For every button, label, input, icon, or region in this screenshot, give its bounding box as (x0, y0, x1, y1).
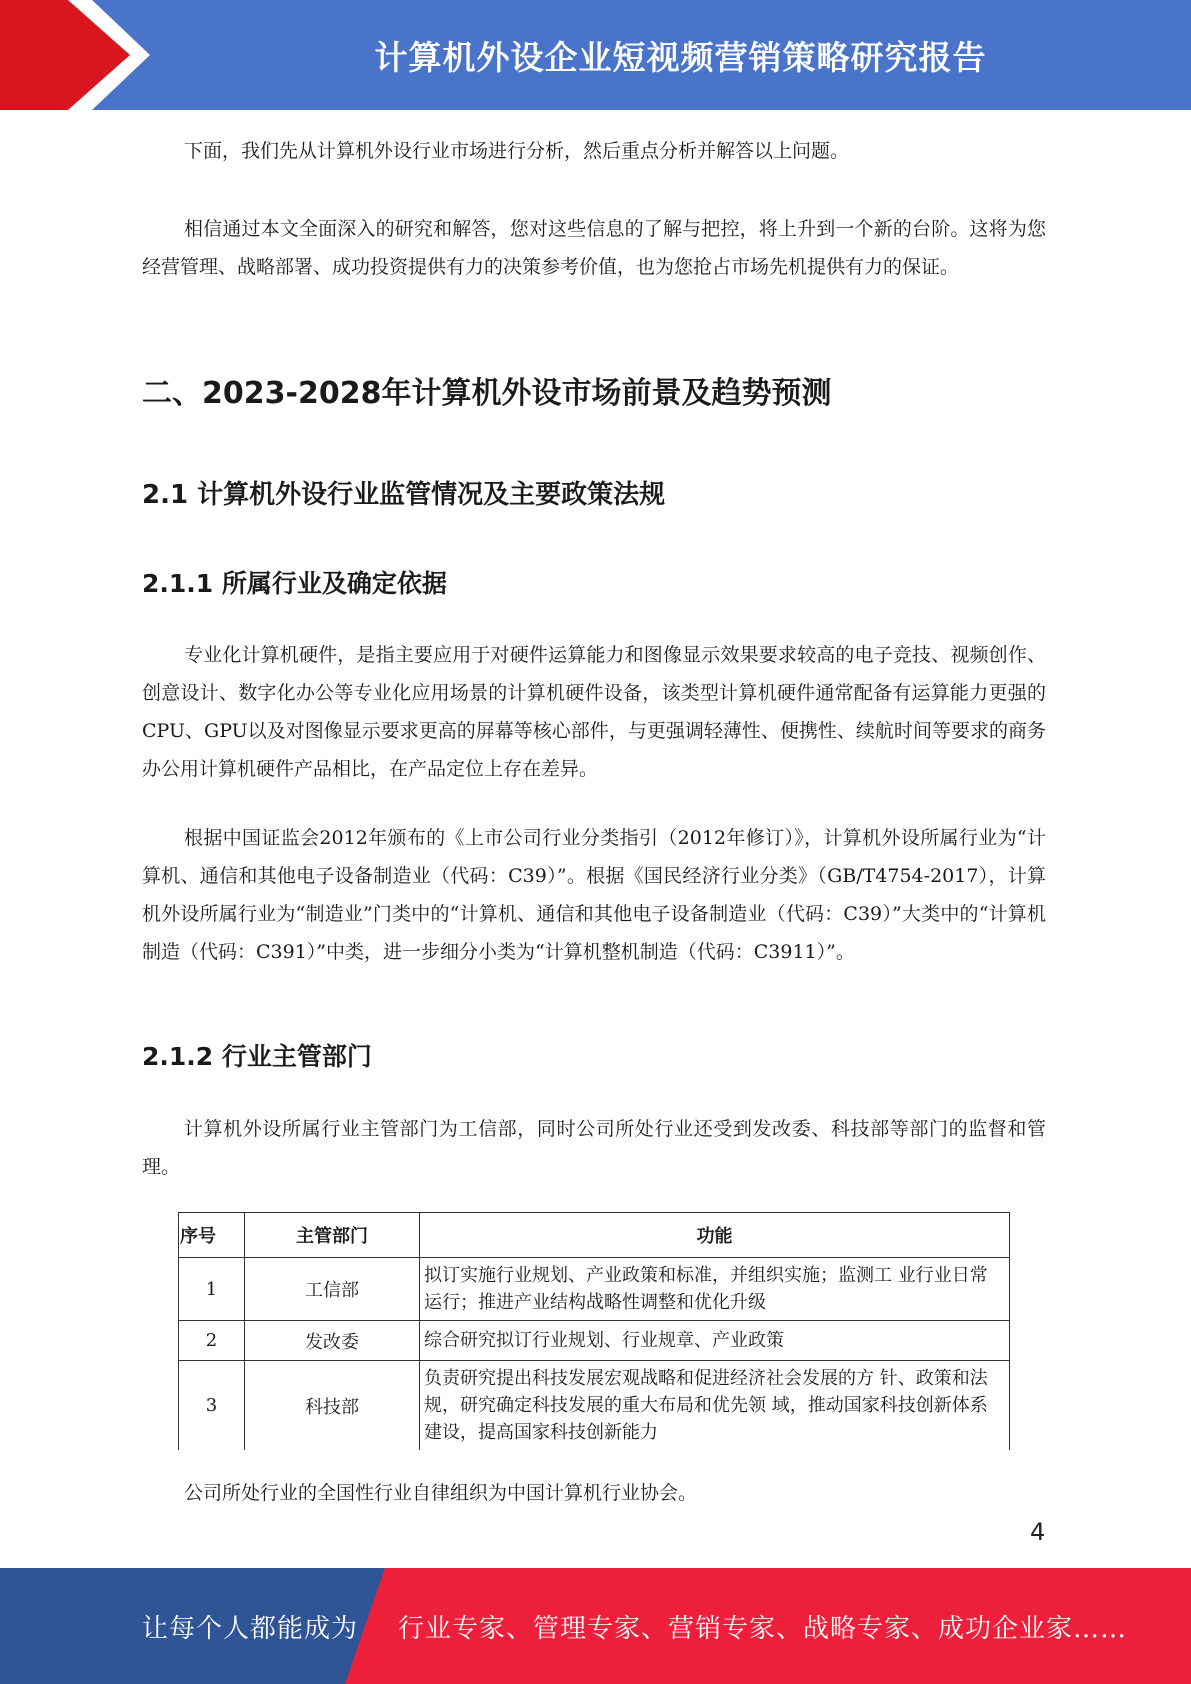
table-header-cell: 序号 (179, 1213, 245, 1258)
paragraph-intro: 下面，我们先从计算机外设行业市场进行分析，然后重点分析并解答以上问题。 (184, 140, 850, 162)
sub-subsection-heading-industry: 2.1.1 所属行业及确定依据 (142, 569, 447, 598)
table-row (179, 1361, 1010, 1451)
table-header-cell: 主管部门 (245, 1213, 420, 1258)
table-row (179, 1321, 1010, 1361)
authority-table (178, 1212, 1010, 1450)
footer-slogan-left: 让每个人都能成为 (142, 1613, 359, 1644)
paragraph-industry-classification: 根据中国证监会2012年颁布的《上市公司行业分类指引（2012年修订）》，计算机外设所属行业为“计算机、通信和其他电子设备制造业（代码：C39）”。根据《国民经济行业分类》（GB/T4754-2017），计算机外设所属行业为“制造业”门类中的“计算机、通信和其他电子设备制造业（代码：C39）”大类中的“计算机制造（代码：C391）”中类，进一步细分小类为“计算机整机制造（代码：C3911）”。 (142, 827, 1046, 963)
header-title: 计算机外设企业短视频营销策略研究报告 (374, 37, 987, 77)
table-cell-index: 1 (179, 1258, 245, 1321)
paragraph-hardware-definition: 专业化计算机硬件，是指主要应用于对硬件运算能力和图像显示效果要求较高的电子竞技、视频创作、创意设计、数字化办公等专业化应用场景的计算机硬件设备，该类型计算机硬件通常配备有运算能力更强的CPU、GPU以及对图像显示要求更高的屏幕等核心部件，与更强调轻薄性、便携性、续航时间等要求的商务办公用计算机硬件产品相比，在产品定位上存在差异。 (142, 644, 1046, 780)
section-heading: 二、2023-2028年计算机外设市场前景及趋势预测 (142, 376, 832, 411)
page-number: 4 (1030, 1518, 1046, 1546)
sub-subsection-heading-authority: 2.1.2 行业主管部门 (142, 1042, 372, 1071)
table-cell-function: 拟订实施行业规划、产业政策和标准，并组织实施；监测工 业行业日常运行；推进产业结构战略性调整和优化升级 (420, 1258, 1010, 1321)
paragraph-authority: 计算机外设所属行业主管部门为工信部，同时公司所处行业还受到发改委、科技部等部门的监督和管理。 (142, 1118, 1046, 1178)
page-footer (0, 1568, 1191, 1684)
table-header-row (179, 1213, 1010, 1258)
subsection-heading: 2.1 计算机外设行业监管情况及主要政策法规 (142, 480, 666, 510)
table-cell-function: 综合研究拟订行业规划、行业规章、产业政策 (420, 1321, 1010, 1361)
paragraph-value: 相信通过本文全面深入的研究和解答，您对这些信息的了解与把控，将上升到一个新的台阶。这将为您经营管理、战略部署、成功投资提供有力的决策参考价值，也为您抢占市场先机提供有力的保证。 (142, 218, 1046, 278)
table-cell-index: 3 (179, 1361, 245, 1451)
table-cell-department: 科技部 (245, 1361, 420, 1451)
page-header (0, 0, 1191, 110)
table-cell-department: 工信部 (245, 1258, 420, 1321)
table-cell-index: 2 (179, 1321, 245, 1361)
table-cell-department: 发改委 (245, 1321, 420, 1361)
table-header-cell: 功能 (420, 1213, 1010, 1258)
paragraph-association: 公司所处行业的全国性行业自律组织为中国计算机行业协会。 (184, 1482, 698, 1504)
table-cell-function: 负责研究提出科技发展宏观战略和促进经济社会发展的方 针、政策和法规，研究确定科技发展的重大布局和优先领 域，推动国家科技创新体系建设，提高国家科技创新能力 (420, 1361, 1010, 1451)
footer-slogan-right: 行业专家、管理专家、营销专家、战略专家、成功企业家…… (398, 1613, 1128, 1644)
table-row (179, 1258, 1010, 1321)
